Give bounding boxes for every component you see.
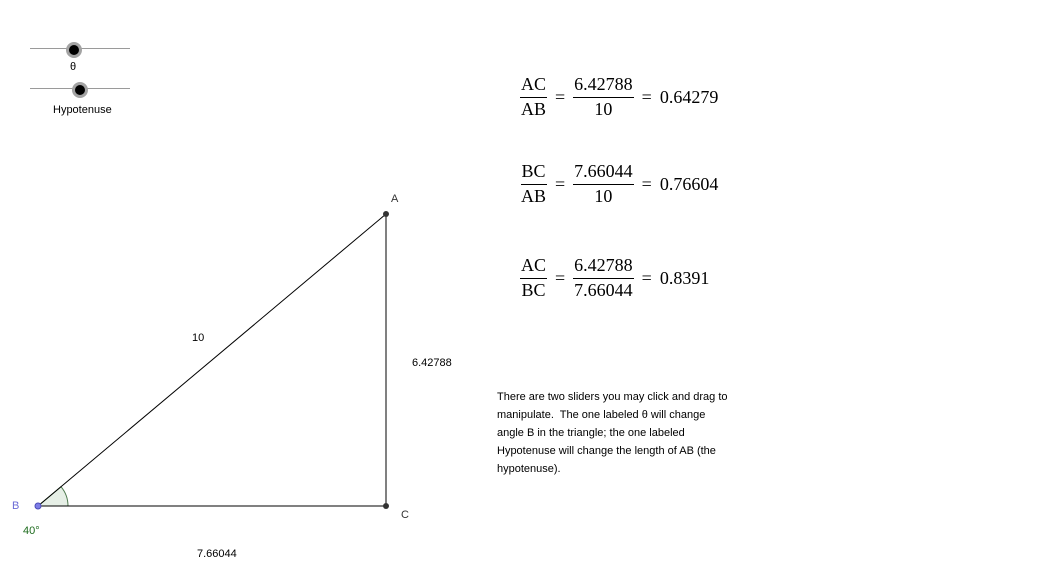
equals-sign: =: [641, 173, 652, 194]
point-b[interactable]: [35, 503, 41, 509]
angle-b-marker: [38, 487, 68, 506]
equals-sign: =: [555, 267, 566, 288]
opposite-length-label: 6.42788: [412, 357, 452, 369]
ratio-result: 0.76604: [659, 173, 719, 194]
fraction-denominator: AB: [521, 185, 547, 206]
fraction-numeric: [573, 161, 634, 207]
fraction-numerator: 6.42788: [573, 74, 634, 98]
fraction-symbolic: [520, 161, 547, 207]
equals-sign: =: [641, 267, 652, 288]
fraction-symbolic: [520, 74, 547, 120]
fraction-numerator: 6.42788: [573, 255, 634, 279]
ratio-bc-ab: [520, 161, 718, 207]
ratio-ac-bc: [520, 255, 709, 301]
equals-sign: =: [555, 86, 566, 107]
fraction-denominator: 10: [594, 98, 613, 119]
fraction-numerator: AC: [520, 74, 547, 98]
vertex-b-label: B: [12, 500, 20, 512]
fraction-denominator: 10: [594, 185, 613, 206]
fraction-numerator: 7.66044: [573, 161, 634, 185]
adjacent-length-label: 7.66044: [197, 548, 237, 560]
fraction-denominator: BC: [521, 279, 546, 300]
fraction-denominator: AB: [521, 98, 547, 119]
fraction-denominator: 7.66044: [574, 279, 633, 300]
equals-sign: =: [641, 86, 652, 107]
hypotenuse-slider-label: Hypotenuse: [53, 104, 112, 116]
equals-sign: =: [555, 173, 566, 194]
fraction-symbolic: [520, 255, 547, 301]
ratio-result: 0.64279: [659, 86, 719, 107]
fraction-numeric: [573, 255, 634, 301]
theta-slider-label: θ: [70, 61, 77, 73]
ratio-ac-ab: [520, 74, 718, 120]
fraction-numerator: BC: [521, 161, 547, 185]
angle-b-value: 40°: [23, 525, 40, 537]
hypotenuse-length-label: 10: [192, 332, 205, 344]
vertex-a-label: A: [391, 193, 399, 205]
fraction-numeric: [573, 74, 634, 120]
ratio-result: 0.8391: [659, 267, 710, 288]
point-a[interactable]: [383, 211, 389, 217]
fraction-numerator: AC: [520, 255, 547, 279]
triangle-diagram: [0, 0, 480, 574]
side-ab-hypotenuse: [38, 214, 386, 506]
vertex-c-label: C: [401, 509, 409, 521]
instructions-text: There are two sliders you may click and drag to manipulate. The one labeled θ will change angle B in the triangle; the one labeled Hypotenuse will change the length of AB (the hypotenuse).: [497, 391, 728, 475]
point-c[interactable]: [383, 503, 389, 509]
